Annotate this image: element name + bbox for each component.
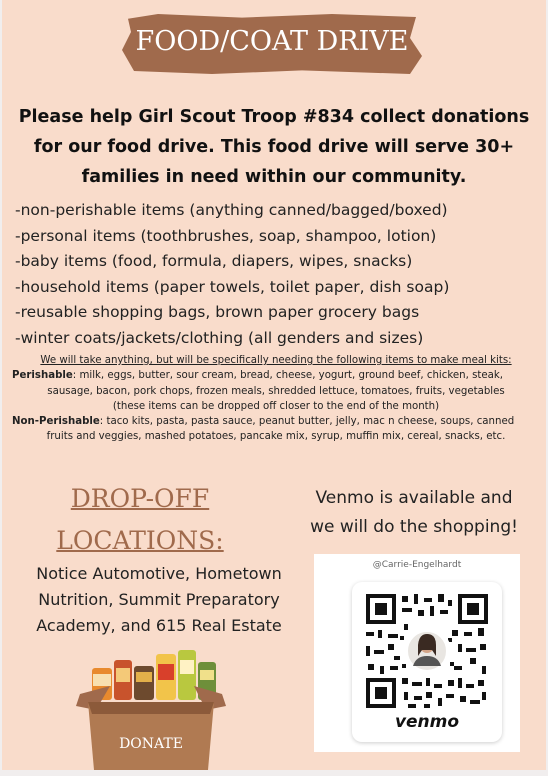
dropoff-title-line: LOCATIONS: (56, 526, 224, 555)
headline-line: for our food drive. This food drive will serve 30+ (33, 137, 515, 157)
perishable-label: Perishable (12, 370, 73, 382)
dropoff-title-line: DROP-OFF (70, 484, 210, 513)
venmo-message-line: we will do the shopping! (310, 517, 518, 537)
perishable-note: (these items can be dropped off closer to the end of the month) (112, 400, 440, 412)
meal-kit-section (12, 353, 540, 445)
venmo-logo: venmo (394, 712, 460, 732)
donation-item-list (15, 198, 545, 352)
dropoff-title (30, 478, 250, 562)
dropoff-location-line: Academy, and 615 Real Estate (36, 616, 282, 635)
headline-line: Please help Girl Scout Troop #834 collect donations (18, 107, 530, 127)
venmo-message (292, 484, 536, 542)
perishable-list-cont: sausage, bacon, pork chops, frozen meals, shredded lettuce, tomatoes, fruits, vegetables (47, 385, 505, 397)
venmo-message-line: Venmo is available and (315, 488, 513, 508)
donation-item: -winter coats/jackets/clothing (all genders and sizes) (15, 328, 424, 347)
venmo-qr-card (352, 582, 502, 742)
nonperishable-list: : taco kits, pasta, pasta sauce, peanut butter, jelly, mac n cheese, soups, canned (99, 416, 515, 428)
donation-item: -household items (paper towels, toilet paper, dish soap) (15, 277, 450, 296)
dropoff-locations (16, 561, 302, 639)
venmo-card (314, 554, 520, 752)
qr-code-icon[interactable] (366, 594, 488, 708)
donation-item: -non-perishable items (anything canned/bagged/boxed) (15, 201, 448, 219)
dropoff-location-line: Notice Automotive, Hometown (36, 564, 282, 583)
donate-box-icon (76, 650, 226, 770)
nonperishable-label: Non-Perishable (12, 416, 100, 428)
donate-label: DONATE (119, 736, 183, 752)
dropoff-location-line: Nutrition, Summit Preparatory (38, 590, 280, 609)
flyer (2, 0, 546, 770)
donation-item: -baby items (food, formula, diapers, wipes, snacks) (15, 252, 413, 271)
perishable-list: : milk, eggs, butter, sour cream, bread, cheese, yogurt, ground beef, chicken, steak, (72, 370, 504, 382)
flyer-title: FOOD/COAT DRIVE (135, 26, 409, 57)
donation-item: -personal items (toothbrushes, soap, shampoo, lotion) (15, 226, 437, 245)
headline-line: families in need within our community. (81, 167, 467, 187)
donation-item: -reusable shopping bags, brown paper grocery bags (15, 303, 420, 322)
headline (6, 102, 542, 192)
venmo-handle: @Carrie-Engelhardt (372, 560, 462, 570)
meal-kit-intro: We will take anything, but will be specifically needing the following items to make meal kits: (40, 355, 512, 366)
nonperishable-list-cont: fruits and veggies, mashed potatoes, pancake mix, syrup, muffin mix, cereal, snacks, etc. (46, 431, 506, 443)
